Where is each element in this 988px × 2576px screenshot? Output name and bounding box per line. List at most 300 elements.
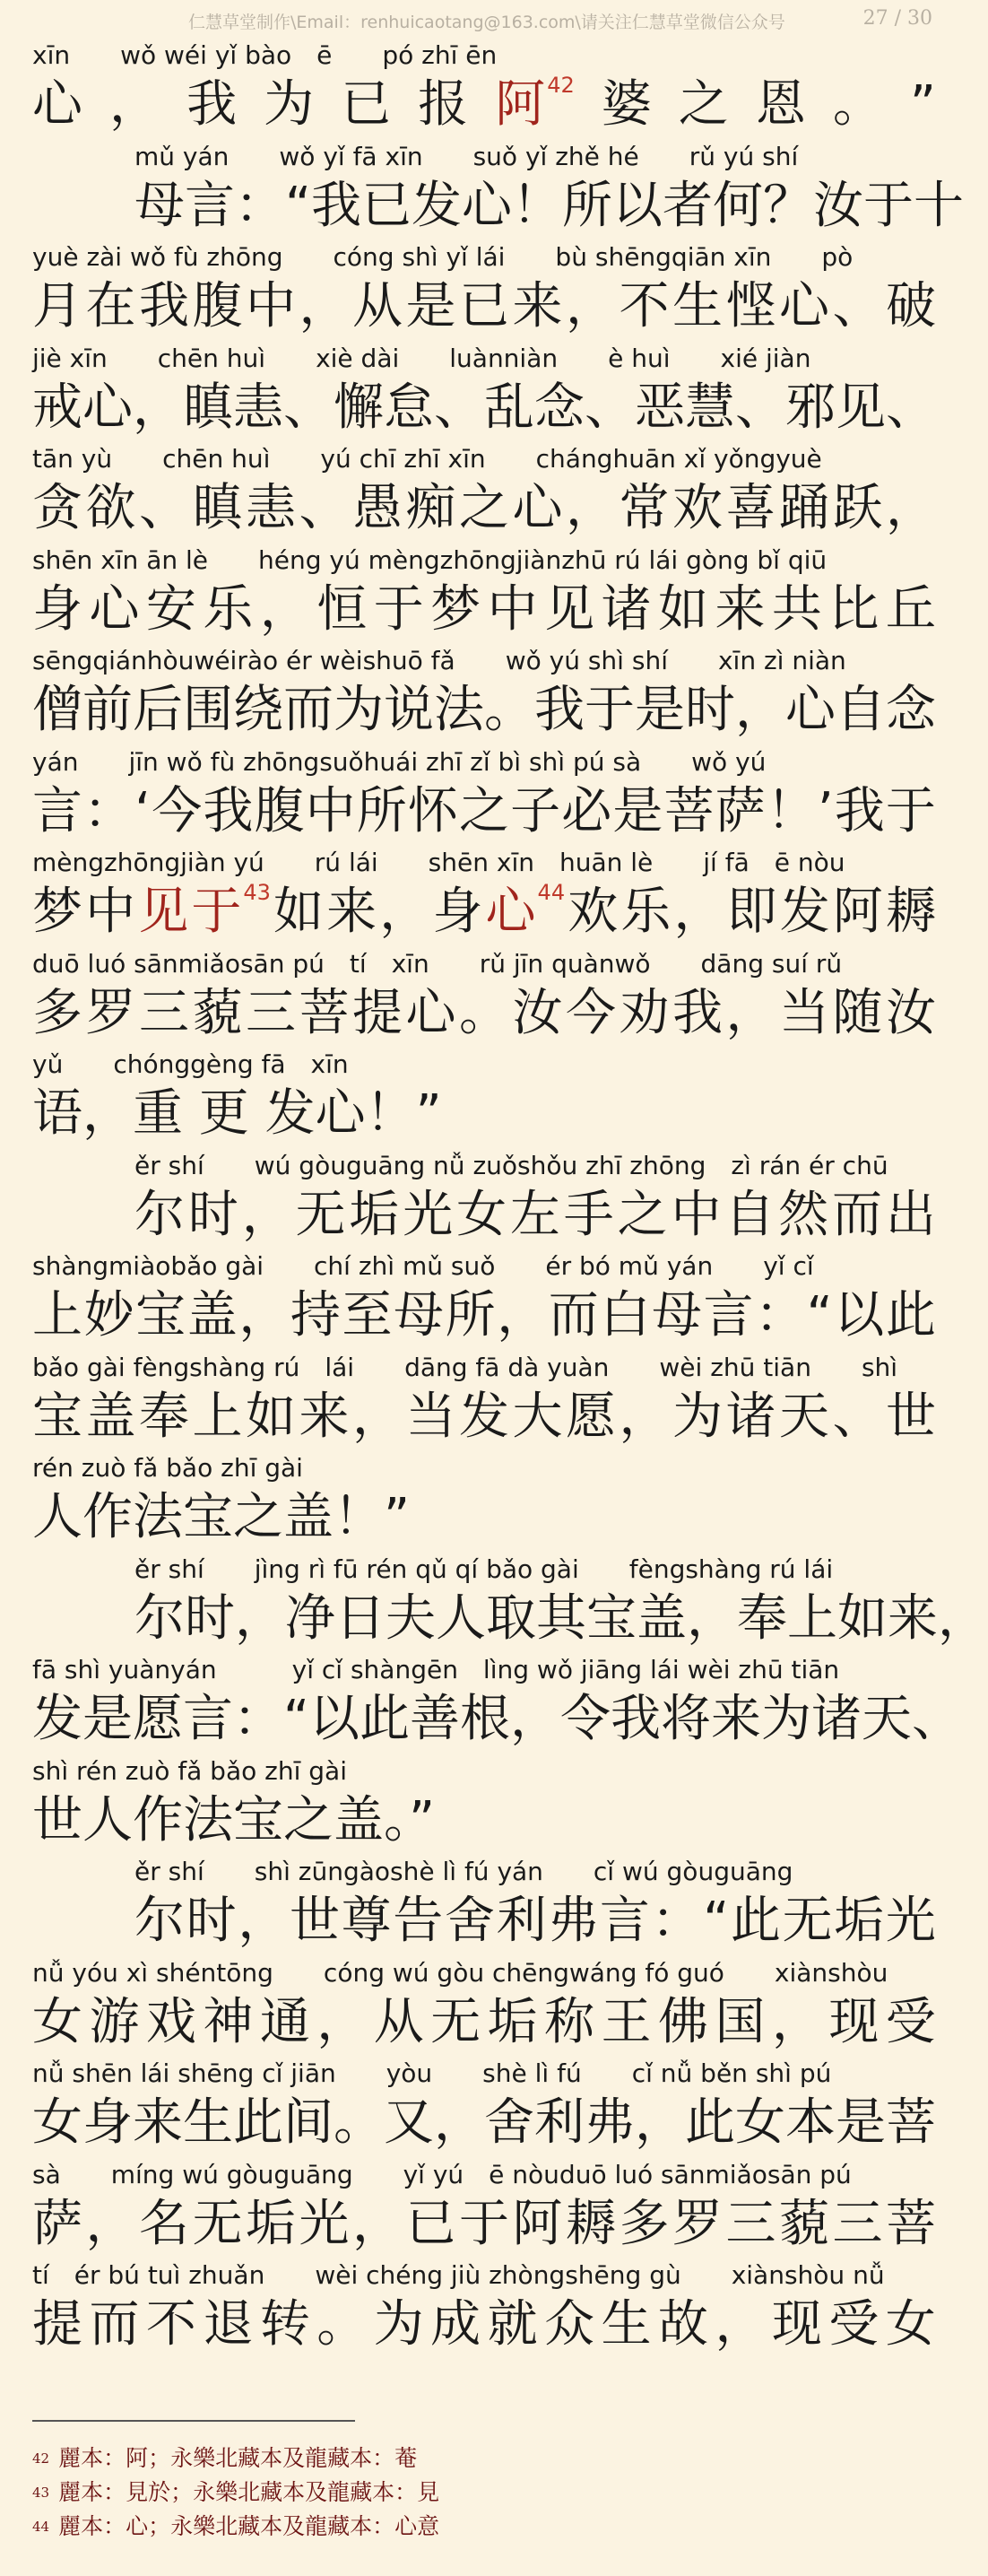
hanzi-char: 邪 xyxy=(785,378,836,437)
pinyin-line: bǎo gài fèngshàng rú lái dāng fā dà yuàn wèi zhū tiān shì xyxy=(32,1352,898,1382)
footnote-number: 44 xyxy=(32,2519,50,2535)
hanzi-line xyxy=(32,2193,936,2256)
hanzi-char: 乐 xyxy=(203,579,254,639)
hanzi-char: 而 xyxy=(548,1286,599,1345)
hanzi-char: 中 xyxy=(305,781,356,840)
hanzi-char: 、 xyxy=(832,277,883,335)
hanzi-char: 发 xyxy=(459,1387,509,1446)
hanzi-line xyxy=(32,74,936,136)
hanzi-char: 从 xyxy=(373,1992,424,2051)
footnote-number: 43 xyxy=(32,2485,50,2501)
hanzi-char: 共 xyxy=(771,579,822,639)
hanzi-char: 言 xyxy=(183,1690,233,1748)
hanzi-char: 来 xyxy=(512,277,563,335)
variant-char: 阿$^{42}$ xyxy=(495,73,575,134)
hanzi-line xyxy=(32,1991,936,2054)
hanzi-char: 自 xyxy=(724,1185,776,1244)
hanzi-char: 故 xyxy=(657,2295,708,2354)
hanzi-char: 提 xyxy=(32,2295,82,2354)
pinyin-line: duō luó sānmiǎosān pú tí xīn rǔ jīn quànwǒ dāng suí rǔ xyxy=(32,948,843,979)
text-line xyxy=(32,1352,936,1452)
hanzi-char: 无 xyxy=(295,1185,346,1244)
hanzi-char: 于 xyxy=(585,681,635,739)
hanzi-line xyxy=(32,477,936,540)
text-line xyxy=(32,746,936,847)
hanzi-char: 已 xyxy=(405,2194,456,2253)
text-line xyxy=(32,443,936,544)
page-header xyxy=(0,9,968,36)
hanzi-char: 菩 xyxy=(886,2093,936,2152)
hanzi-char: 受 xyxy=(828,2295,880,2354)
hanzi-char: 取 xyxy=(486,1588,536,1648)
hanzi-char: ， xyxy=(235,1588,285,1648)
hanzi-char: 诸 xyxy=(601,579,652,639)
hanzi-char: 菩 xyxy=(886,2194,936,2253)
pinyin-line: yuè zài wǒ fù zhōng cóng shì yǐ lái bù shēngqiān xīn pò xyxy=(32,242,854,272)
hanzi-char: ， xyxy=(687,1588,737,1648)
hanzi-char: 来 xyxy=(888,1588,938,1648)
hanzi-char: 来 xyxy=(133,2093,183,2152)
hanzi-char: 腹 xyxy=(192,277,243,335)
hanzi-char: 利 xyxy=(534,2093,585,2152)
hanzi-char: ？ xyxy=(763,176,814,235)
text-line xyxy=(32,1250,936,1351)
hanzi-char: 持 xyxy=(290,1286,341,1345)
hanzi-char: 舍 xyxy=(484,2093,534,2152)
pinyin-line: ěr shí shì zūngàoshè lì fú yán cǐ wú gòuguāng xyxy=(134,1857,793,1886)
header-text: 仁慧草堂制作\Email：renhuicaotang@163.com\请关注仁慧草堂微信公众号 xyxy=(188,13,785,32)
hanzi-line xyxy=(32,1486,410,1549)
hanzi-char: 天 xyxy=(779,1387,829,1446)
hanzi-char: 女 xyxy=(885,2295,936,2354)
hanzi-char: 舍 xyxy=(444,1892,495,1950)
hanzi-char: 时 xyxy=(186,1892,237,1950)
text-line xyxy=(134,141,965,241)
hanzi-char: 言 xyxy=(32,781,82,840)
footnote-number: 42 xyxy=(32,2450,50,2467)
hanzi-char: ， xyxy=(238,1286,290,1345)
hanzi-char: ， xyxy=(673,883,724,941)
hanzi-char: 宝 xyxy=(32,1387,82,1446)
hanzi-char: 诸 xyxy=(811,1690,862,1748)
footnote-ref: 44 xyxy=(537,880,566,905)
hanzi-char: 为 xyxy=(334,681,384,739)
hanzi-char: 在 xyxy=(85,277,136,335)
text-line xyxy=(32,343,936,443)
hanzi-char: 世 xyxy=(289,1892,340,1950)
hanzi-char: ， xyxy=(725,983,776,1042)
hanzi-char: 垢 xyxy=(834,1892,885,1950)
hanzi-char: ， xyxy=(566,479,616,537)
pinyin-line: mèngzhōngjiàn yú rú lái shēn xīn huān lè jí fā ē nòu xyxy=(32,848,845,877)
hanzi-char: 游 xyxy=(89,1992,140,2051)
hanzi-char: 无 xyxy=(782,1892,833,1950)
hanzi-char: ， xyxy=(497,1286,548,1345)
hanzi-segment: 世人作法宝之盖。” xyxy=(32,1790,436,1849)
hanzi-char: 戏 xyxy=(145,1992,196,2051)
pinyin-line: shì rén zuò fǎ bǎo zhī gài xyxy=(32,1755,347,1786)
pinyin-line: shēn xīn ān lè héng yú mèngzhōngjiànzhū rú lái gòng bǐ qiū xyxy=(32,544,828,575)
footnotes xyxy=(32,2420,929,2544)
hanzi-char: 是 xyxy=(82,1690,133,1748)
hanzi-char: 。 xyxy=(459,983,509,1042)
hanzi-char: 愚 xyxy=(352,479,403,537)
hanzi-char: 已 xyxy=(459,277,509,335)
hanzi-char: 国 xyxy=(715,1992,766,2051)
pinyin-line: fā shì yuànyán yǐ cǐ shàngēn lìng wǒ jiāng lái wèi zhū tiān xyxy=(32,1655,840,1684)
hanzi-char: 念 xyxy=(886,681,936,739)
hanzi-char: “ xyxy=(806,1286,833,1345)
hanzi-char: 比 xyxy=(828,579,880,639)
pinyin-line: yán jīn wǒ fù zhōngsuǒhuái zhī zǐ bì shì pú sà wǒ yú xyxy=(32,746,767,777)
hanzi-char: 所 xyxy=(562,176,613,235)
hanzi-char: 多 xyxy=(619,2194,670,2253)
hanzi-char: ， xyxy=(85,2194,136,2253)
hanzi-char: 来 xyxy=(711,1690,762,1748)
hanzi-char: 为 xyxy=(264,75,315,134)
hanzi-char: 之 xyxy=(678,75,729,134)
hanzi-char: 言 xyxy=(185,176,235,235)
hanzi-char: “ xyxy=(703,1892,730,1950)
hanzi-char: 尔 xyxy=(134,1185,185,1244)
hanzi-char: 为 xyxy=(761,1690,812,1748)
hanzi-char: 尔 xyxy=(134,1892,185,1950)
hanzi-char: 三 xyxy=(832,2194,883,2253)
text-line xyxy=(32,948,936,1049)
hanzi-char: 。 xyxy=(832,75,883,134)
hanzi-char: 菩 xyxy=(663,781,715,840)
hanzi-char: 人 xyxy=(436,1588,486,1648)
hanzi-char: 欢 xyxy=(672,479,723,537)
hanzi-char: 、 xyxy=(139,479,189,537)
hanzi-char: 诸 xyxy=(725,1387,776,1446)
hanzi-char: 奉 xyxy=(737,1588,787,1648)
hanzi-char: 见 xyxy=(544,579,595,639)
hanzi-char: 佛 xyxy=(657,1992,708,2051)
hanzi-char: 我 xyxy=(186,75,238,134)
hanzi-char: 心 xyxy=(462,176,513,235)
hanzi-char: 心 xyxy=(82,378,133,437)
hanzi-char: ， xyxy=(434,2093,484,2152)
hanzi-char: 身 xyxy=(32,579,82,639)
hanzi-char: 光 xyxy=(403,1185,454,1244)
hanzi-char: 盖 xyxy=(186,1286,238,1345)
hanzi-char: 当 xyxy=(405,1387,456,1446)
pinyin-line: xīn wǒ wéi yǐ bào ē pó zhī ēn xyxy=(32,40,498,70)
hanzi-char: 之 xyxy=(459,479,509,537)
hanzi-char: ， xyxy=(379,883,430,941)
hanzi-char: 心 xyxy=(779,277,829,335)
hanzi-char: 随 xyxy=(832,983,883,1042)
hanzi-char: 根 xyxy=(460,1690,511,1748)
hanzi-char: ： xyxy=(755,1286,806,1345)
text-line xyxy=(32,645,936,745)
hanzi-char: 腹 xyxy=(254,781,305,840)
hanzi-char: 前 xyxy=(82,681,133,739)
hanzi-char: 念 xyxy=(534,378,585,437)
hanzi-line xyxy=(32,1284,936,1347)
pinyin-line: yǔ chónggèng fā xīn xyxy=(32,1049,349,1079)
hanzi-line xyxy=(32,1688,963,1751)
hanzi-char: 如 xyxy=(246,1387,296,1446)
hanzi-char: 来 xyxy=(326,883,377,941)
hanzi-char: 上 xyxy=(787,1588,837,1648)
hanzi-char: 、 xyxy=(832,1387,883,1446)
hanzi-char: 梦 xyxy=(32,883,82,941)
footnote-ref: 43 xyxy=(243,880,271,905)
hanzi-char: 之 xyxy=(617,1185,668,1244)
hanzi-char: ’ xyxy=(817,781,834,840)
hanzi-char: 其 xyxy=(536,1588,586,1648)
hanzi-char: 手 xyxy=(563,1185,614,1244)
footnote-text: 麗本：阿；永樂北藏本及龍藏本：菴 xyxy=(58,2445,418,2471)
hanzi-char: 恚 xyxy=(233,378,283,437)
text-line xyxy=(32,847,936,947)
hanzi-char: 转 xyxy=(259,2295,310,2354)
hanzi-char: 三 xyxy=(725,2194,776,2253)
hanzi-line xyxy=(32,1083,442,1145)
hanzi-char: ， xyxy=(352,1387,403,1446)
hanzi-char: 女 xyxy=(32,2093,82,2152)
hanzi-char: 尔 xyxy=(134,1588,185,1648)
hanzi-char: 已 xyxy=(361,176,412,235)
hanzi-char: 妙 xyxy=(83,1286,134,1345)
hanzi-char: 十 xyxy=(914,176,965,235)
hanzi-char: 怀 xyxy=(407,781,458,840)
text-line xyxy=(134,1856,936,1956)
hanzi-char: 见 xyxy=(836,378,886,437)
hanzi-char: 大 xyxy=(512,1387,563,1446)
hanzi-char: 跃 xyxy=(832,479,883,537)
footnote-text: 麗本：心；永樂北藏本及龍藏本：心意 xyxy=(58,2513,440,2539)
hanzi-char: 于 xyxy=(885,781,936,840)
hanzi-char: ， xyxy=(938,1588,988,1648)
pinyin-line: nǚ shēn lái shēng cǐ jiān yòu shè lì fú cǐ nǚ běn shì pú xyxy=(32,2058,832,2088)
hanzi-char: 劝 xyxy=(619,983,670,1042)
pinyin-line: sēngqiánhòuwéirào ér wèishuō fǎ wǒ yú shì shí xīn zì niàn xyxy=(32,646,846,675)
hanzi-line xyxy=(32,2092,936,2154)
hanzi-char: ， xyxy=(886,479,936,537)
hanzi-char: 汝 xyxy=(813,176,864,235)
pinyin-line: mǔ yán wǒ yǐ fā xīn suǒ yǐ zhě hé rǔ yú shí xyxy=(134,141,799,171)
hanzi-char: 而 xyxy=(831,1185,882,1244)
hanzi-char: 我 xyxy=(672,983,723,1042)
hanzi-char: 何 xyxy=(713,176,764,235)
hanzi-char: 欢 xyxy=(568,883,619,941)
hanzi-char: 怠 xyxy=(384,378,434,437)
hanzi-char: 乐 xyxy=(620,883,672,941)
hanzi-char: 汝 xyxy=(512,983,563,1042)
hanzi-char: 宝 xyxy=(135,1286,186,1345)
hanzi-char: 我 xyxy=(834,781,885,840)
hanzi-char: 不 xyxy=(145,2295,196,2354)
hanzi-char: 母 xyxy=(134,176,185,235)
hanzi-char: 此 xyxy=(233,2093,283,2152)
hanzi-char: 然 xyxy=(778,1185,829,1244)
hanzi-char: 时 xyxy=(187,1185,238,1244)
hanzi-char: 三 xyxy=(246,983,296,1042)
hanzi-char: ， xyxy=(771,1992,822,2051)
hanzi-char: 恶 xyxy=(635,378,685,437)
hanzi-char: 乱 xyxy=(484,378,534,437)
hanzi-char: 心 xyxy=(32,75,82,134)
hanzi-char: 丘 xyxy=(885,579,936,639)
hanzi-char: 令 xyxy=(560,1690,611,1748)
hanzi-char: 弗 xyxy=(585,2093,635,2152)
hanzi-char: 左 xyxy=(509,1185,560,1244)
variant-char: 见 xyxy=(138,883,189,941)
hanzi-char: 女 xyxy=(32,1992,82,2051)
hanzi-char: 此 xyxy=(730,1892,781,1950)
hanzi-char: 现 xyxy=(828,1992,880,2051)
hanzi-char: 耨 xyxy=(566,2194,616,2253)
hanzi-char: 心 xyxy=(512,479,563,537)
hanzi-char: 月 xyxy=(32,277,82,335)
hanzi-char: 此 xyxy=(360,1690,411,1748)
hanzi-char: 痴 xyxy=(405,479,456,537)
hanzi-char: 天 xyxy=(862,1690,913,1748)
hanzi-char: “ xyxy=(285,176,312,235)
text-line xyxy=(32,241,936,342)
hanzi-char: 罗 xyxy=(85,983,136,1042)
hanzi-char: 称 xyxy=(544,1992,595,2051)
hanzi-char: 于 xyxy=(863,176,914,235)
hanzi-char: 婆 xyxy=(601,75,652,134)
text-line xyxy=(32,1654,963,1754)
hanzi-char: 上 xyxy=(192,1387,243,1446)
text-line xyxy=(32,2259,936,2360)
hanzi-char: 菩 xyxy=(299,983,350,1042)
hanzi-char: 上 xyxy=(32,1286,82,1345)
hanzi-char: 子 xyxy=(510,781,561,840)
hanzi-char: 众 xyxy=(544,2295,595,2354)
hanzi-char: 世 xyxy=(886,1387,936,1446)
hanzi-char: 于 xyxy=(459,2194,509,2253)
footnote-divider xyxy=(32,2420,355,2422)
hanzi-char: 、 xyxy=(886,378,936,437)
hanzi-line xyxy=(32,780,936,843)
hanzi-char: 者 xyxy=(663,176,714,235)
hanzi-char: 盖 xyxy=(637,1588,687,1648)
hanzi-char: 僧 xyxy=(32,681,82,739)
hanzi-char: ， xyxy=(238,1892,289,1950)
hanzi-char: 。 xyxy=(334,2093,384,2152)
hanzi-char: 利 xyxy=(496,1892,547,1950)
hanzi-char: 言 xyxy=(599,1892,650,1950)
hanzi-char: 名 xyxy=(139,2194,189,2253)
hanzi-char: 奉 xyxy=(139,1387,189,1446)
footnote-item xyxy=(32,2476,929,2510)
hanzi-char: “ xyxy=(283,1690,310,1748)
hanzi-char: ， xyxy=(259,579,310,639)
hanzi-char: 藐 xyxy=(779,2194,829,2253)
hanzi-char: ， xyxy=(635,2093,685,2152)
hanzi-line xyxy=(32,377,936,439)
hanzi-char: ‘ xyxy=(134,781,152,840)
hanzi-char: 我 xyxy=(203,781,254,840)
hanzi-char: 光 xyxy=(299,2194,350,2253)
hanzi-line xyxy=(134,1588,988,1650)
hanzi-char: 善 xyxy=(410,1690,461,1748)
hanzi-char: 悭 xyxy=(725,277,776,335)
hanzi-char: 。 xyxy=(484,681,534,739)
pinyin-line: nǚ yóu xì shéntōng cóng wú gòu chēngwáng fó guó xiànshòu xyxy=(32,1957,888,1988)
footnote-item xyxy=(32,2510,929,2544)
pinyin-line: jiè xīn chēn huì xiè dài luànniàn è huì xié jiàn xyxy=(32,343,811,373)
hanzi-char: 母 xyxy=(394,1286,445,1345)
variant-char: 于$^{43}$ xyxy=(191,880,271,941)
hanzi-char: 瞋 xyxy=(183,378,233,437)
hanzi-char: 藐 xyxy=(192,983,243,1042)
hanzi-char: 、 xyxy=(299,479,350,537)
hanzi-char: 法 xyxy=(434,681,484,739)
page-number: 27 / 30 xyxy=(862,7,932,30)
hanzi-line xyxy=(134,1890,936,1953)
hanzi-char: 时 xyxy=(185,1588,235,1648)
hanzi-char: 而 xyxy=(89,2295,140,2354)
hanzi-char: 萨 xyxy=(32,2194,82,2253)
hanzi-char: 中 xyxy=(671,1185,722,1244)
hanzi-char: 心 xyxy=(89,579,140,639)
text-line xyxy=(32,544,936,645)
hanzi-char: 母 xyxy=(651,1286,702,1345)
hanzi-char: ， xyxy=(735,681,785,739)
pinyin-line: tí ér bú tuì zhuǎn wèi chéng jiù zhòngshēng gù xiànshòu nǚ xyxy=(32,2260,885,2290)
hanzi-char: ” xyxy=(909,75,936,134)
hanzi-char: 必 xyxy=(561,781,612,840)
hanzi-char: 心 xyxy=(405,983,456,1042)
hanzi-char: 多 xyxy=(32,983,82,1042)
hanzi-char: 所 xyxy=(445,1286,496,1345)
hanzi-char: 成 xyxy=(430,2295,481,2354)
hanzi-char: 中 xyxy=(246,277,296,335)
hanzi-char: 来 xyxy=(715,579,766,639)
hanzi-char: 无 xyxy=(192,2194,243,2253)
hanzi-char: 出 xyxy=(885,1185,936,1244)
pinyin-line: shàngmiàobǎo gài chí zhì mǔ suǒ ér bó mǔ yán yǐ cǐ xyxy=(32,1251,814,1281)
hanzi-char: 为 xyxy=(373,2295,424,2354)
hanzi-char: ， xyxy=(510,1690,561,1748)
hanzi-char: 弗 xyxy=(548,1892,599,1950)
hanzi-line xyxy=(32,275,936,338)
variant-char: 心$^{44}$ xyxy=(485,880,566,941)
hanzi-char: 时 xyxy=(685,681,735,739)
hanzi-char: 围 xyxy=(183,681,233,739)
hanzi-line xyxy=(32,982,936,1045)
hanzi-char: 受 xyxy=(885,1992,936,2051)
hanzi-char: 罗 xyxy=(672,2194,723,2253)
hanzi-char: ！ xyxy=(766,781,817,840)
hanzi-char: 梦 xyxy=(430,579,481,639)
hanzi-char: 所 xyxy=(356,781,407,840)
hanzi-char: 愿 xyxy=(133,1690,183,1748)
hanzi-line xyxy=(32,1386,936,1449)
hanzi-char: 即 xyxy=(726,883,777,941)
text-line xyxy=(134,1553,988,1654)
hanzi-char: 是 xyxy=(635,681,685,739)
hanzi-char: 发 xyxy=(412,176,463,235)
hanzi-char: 日 xyxy=(335,1588,386,1648)
text-line xyxy=(32,2159,936,2259)
footnote-item xyxy=(32,2441,929,2476)
hanzi-char: 不 xyxy=(619,277,670,335)
pinyin-line: ěr shí jìng rì fū rén qǔ qí bǎo gài fèngshàng rú lái xyxy=(134,1553,834,1584)
hanzi-line xyxy=(32,579,936,641)
hanzi-char: ， xyxy=(109,75,160,134)
hanzi-char: 言 xyxy=(703,1286,754,1345)
hanzi-char: 来 xyxy=(299,1387,350,1446)
hanzi-char: ， xyxy=(715,2295,766,2354)
